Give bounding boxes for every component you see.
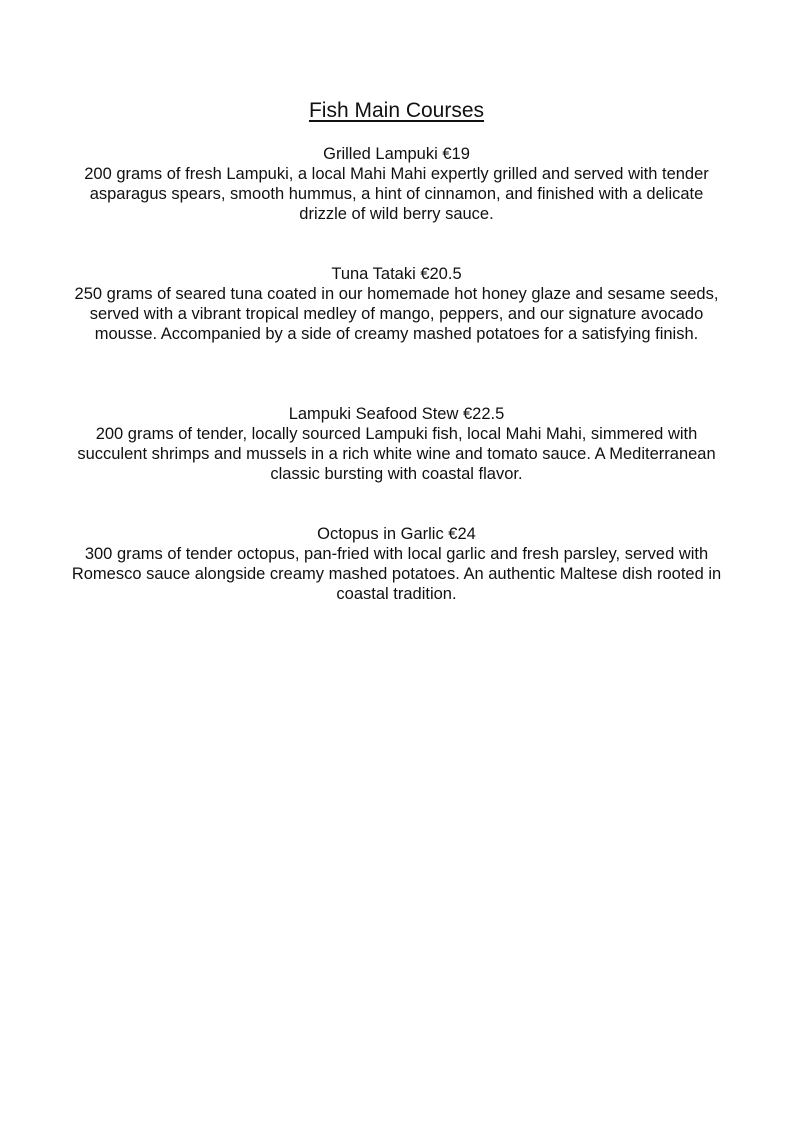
dish-description: 250 grams of seared tuna coated in our homemade hot honey glaze and sesame seeds, served with a vibrant tropical medley of mango, peppers, and our signature avocado mousse. Accompanied by a side of creamy mashed potatoes for a satisfying finish. (74, 285, 719, 343)
dish-lampuki-seafood-stew (70, 404, 723, 484)
dish-description: 200 grams of tender, locally sourced Lampuki fish, local Mahi Mahi, simmered with succulent shrimps and mussels in a rich white wine and tomato sauce. A Mediterranean classic bursting with coastal flavor. (77, 425, 716, 483)
dish-grilled-lampuki (70, 144, 723, 224)
dish-name: Tuna Tataki €20.5 (331, 265, 462, 283)
dish-description: 200 grams of fresh Lampuki, a local Mahi Mahi expertly grilled and served with tender asparagus spears, smooth hummus, a hint of cinnamon, and finished with a delicate drizzle of wild berry sauce. (84, 165, 709, 223)
page-title: Fish Main Courses (308, 99, 485, 122)
dish-octopus-in-garlic (70, 524, 723, 604)
dish-name: Lampuki Seafood Stew €22.5 (288, 405, 505, 423)
dish-name: Grilled Lampuki €19 (323, 145, 470, 163)
dish-name: Octopus in Garlic €24 (317, 525, 476, 543)
dish-description: 300 grams of tender octopus, pan-fried with local garlic and fresh parsley, served with Romesco sauce alongside creamy mashed potatoes. An authentic Maltese dish rooted in coastal tradition. (71, 545, 722, 603)
dish-tuna-tataki (70, 264, 723, 344)
